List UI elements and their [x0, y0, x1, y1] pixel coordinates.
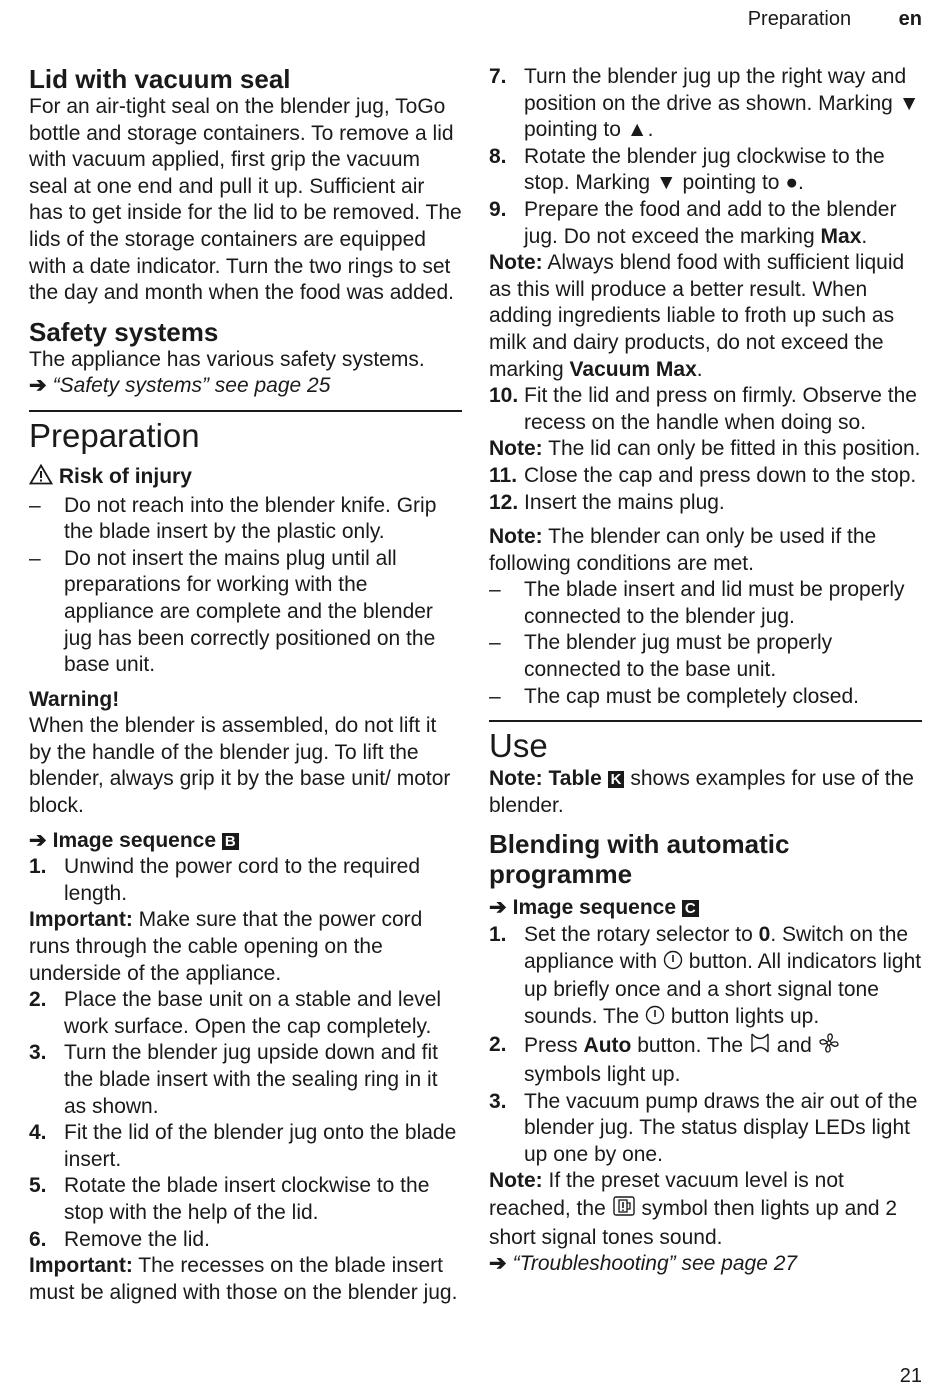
safety-ref-text: “Safety systems” see page 25 — [52, 374, 331, 398]
header-section: Preparation — [747, 8, 852, 30]
step-item: 8. Rotate the blender jug clockwise to the stop. Marking ▼ pointing to ●. — [489, 144, 885, 195]
triangle-down-icon: ▼ — [898, 91, 920, 115]
lid-paragraph: For an air-tight seal on the blender jug, ToGo bottle and storage containers. To remove a lid with vacuum applied, first grip the vacuum seal at one end and pull it up. Sufficient air has to get inside for the lid to be removed. The lids of the storage containers are equipped with a date indicator. Turn the two rings to set the day and month when the food was added. — [29, 95, 462, 305]
power-icon — [663, 950, 683, 978]
warning-triangle-icon — [29, 464, 53, 493]
step-item: 2. Place the base unit on a stable and level work surface. Open the cap completely. — [29, 988, 442, 1038]
important-note: Important: The recesses on the blade insert must be aligned with those on the blender jug. — [29, 1254, 458, 1304]
arrow-right-icon: ➔ — [29, 374, 47, 398]
figure-letter-badge: C — [682, 900, 699, 917]
list-item: – The blender jug must be properly connected to the base unit. — [489, 631, 833, 682]
step-item: 5. Rotate the blade insert clockwise to the stop with the help of the lid. — [29, 1174, 430, 1224]
jug-warning-icon — [612, 1195, 636, 1225]
filled-circle-icon: ● — [785, 171, 798, 195]
risk-item: Do not reach into the blender knife. Grip the blade insert by the plastic only. — [64, 493, 437, 544]
arrow-right-icon: ➔ — [489, 896, 507, 920]
triangle-up-icon: ▲ — [626, 118, 648, 142]
arrow-right-icon: ➔ — [489, 1252, 507, 1276]
right-column — [489, 64, 922, 1278]
step-item: 7. Turn the blender jug up the right way and position on the drive as shown. Marking ▼ pointing to ▲. — [489, 65, 920, 142]
figure-letter-badge: B — [222, 833, 239, 850]
auto-programme-heading: Blending with automatic programme — [489, 829, 790, 890]
step-item: 3. The vacuum pump draws the air out of the blender jug. The status display LEDs light up one by one. — [489, 1089, 918, 1166]
page-number: 21 — [899, 1365, 922, 1388]
note-paragraph: Note: Table K shows examples for use of the blender. — [489, 767, 914, 817]
arrow-right-icon: ➔ — [29, 828, 47, 852]
figure-letter-badge: K — [608, 771, 625, 788]
triangle-down-icon: ▼ — [655, 171, 677, 195]
left-column — [29, 64, 462, 1306]
safety-paragraph: The appliance has various safety systems. — [29, 347, 425, 371]
warning-paragraph: When the blender is assembled, do not lift it by the handle of the blender jug. To lift the blender, always grip it by the base unit/ motor block. — [29, 714, 451, 818]
preparation-heading: Preparation — [29, 416, 200, 454]
image-sequence-ref: ➔ Image sequence B — [29, 828, 462, 855]
list-item: – The blade insert and lid must be properly connected to the blender jug. — [489, 578, 905, 628]
step-item: 12. Insert the mains plug. — [489, 490, 725, 514]
step-item: 2. Press Auto button. The and symbols light up. — [489, 1032, 922, 1088]
risk-title: Risk of injury — [58, 464, 192, 488]
use-heading: Use — [489, 727, 548, 765]
lid-heading: Lid with vacuum seal — [29, 64, 291, 94]
step-item: 11. Close the cap and press down to the stop. — [489, 463, 917, 487]
step-item: 6. Remove the lid. — [29, 1227, 210, 1251]
note-paragraph: Note: If the preset vacuum level is not reached, the symbol then lights up and 2 short signal tones sound. — [489, 1169, 898, 1249]
step-item: 1. Unwind the power cord to the required length. — [29, 855, 421, 905]
note-paragraph: Note: Always blend food with sufficient liquid as this will produce a better result. When adding ingredients liable to froth up such as milk and dairy products, do not exceed the marking Vacuum Max. — [489, 251, 905, 381]
note-paragraph: Note: The blender can only be used if the following conditions are met. — [489, 525, 877, 575]
step-item: 1. Set the rotary selector to 0. Switch on the appliance with button. All indicators light up briefly once and a short signal tone sounds. The button lights up. — [489, 922, 922, 1032]
list-item: – The cap must be completely closed. — [489, 684, 859, 708]
warning-heading: Warning! — [29, 687, 120, 711]
step-item: 10. Fit the lid and press on firmly. Observe the recess on the handle when doing so. — [489, 384, 917, 434]
risk-heading — [29, 464, 462, 493]
risk-item: Do not insert the mains plug until all preparations for working with the appliance are complete and the blender jug has been correctly positioned on the base unit. — [64, 546, 436, 677]
step-item: 3. Turn the blender jug upside down and fit the blade insert with the sealing ring in it as shown. — [29, 1041, 438, 1118]
safety-heading: Safety systems — [29, 316, 219, 347]
fan-symbol-icon — [818, 1032, 840, 1062]
list-item: – Do not insert the mains plug until all preparations for working with the appliance are complete and the blender jug has been correctly positioned on the base unit. — [29, 546, 462, 679]
running-header — [748, 6, 922, 33]
note-paragraph: Note: The lid can only be fitted in this position. — [489, 437, 921, 461]
safety-reference — [29, 373, 462, 400]
troubleshooting-reference: ➔ “Troubleshooting” see page 27 — [489, 1251, 922, 1278]
important-note: Important: Make sure that the power cord runs through the cable opening on the underside of the appliance. — [29, 908, 423, 985]
step-item: 4. Fit the lid of the blender jug onto the blade insert. — [29, 1121, 457, 1171]
list-item: – Do not reach into the blender knife. Grip the blade insert by the plastic only. — [29, 493, 462, 546]
vacuum-symbol-icon — [749, 1032, 771, 1062]
power-icon — [645, 1005, 665, 1033]
step-item: 9. Prepare the food and add to the blender jug. Do not exceed the marking Max. — [489, 197, 897, 248]
image-sequence-ref: ➔ Image sequence C — [489, 895, 922, 922]
section-divider — [29, 410, 462, 412]
header-language: en — [898, 8, 922, 30]
section-divider — [489, 720, 922, 722]
